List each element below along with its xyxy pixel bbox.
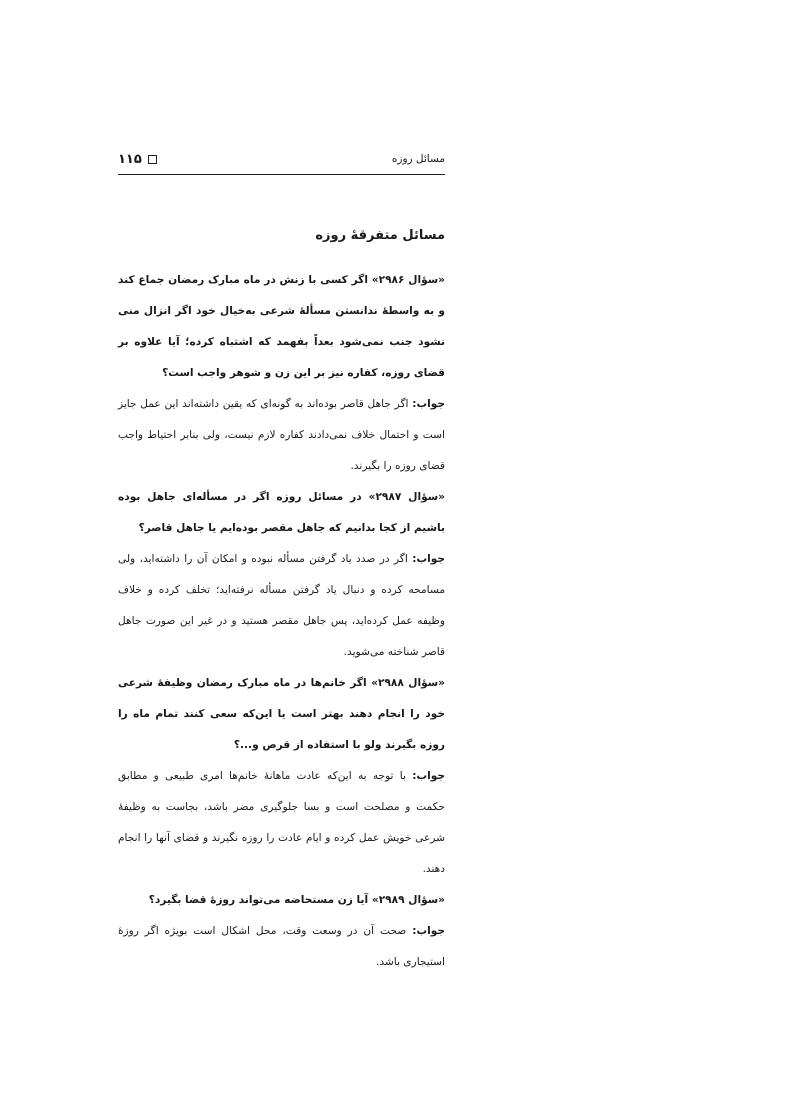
answer-paragraph [118, 389, 445, 482]
page-number: ۱۱۵ [118, 151, 142, 167]
question-text: در مسائل روزه اگر در مسأله‌ای جاهل بوده باشیم از کجا بدانیم که جاهل مقصر بوده‌ایم یا جاهل قاصر؟ [118, 491, 445, 534]
answer-paragraph [118, 916, 445, 978]
question-label: «سؤال ۲۹۸۷» [368, 491, 445, 503]
question-text: اگر کسی با زنش در ماه مبارک رمضان جماع کند و به واسطهٔ ندانستن مسألهٔ شرعی به‌خیال خود اگر انزال منی نشود جنب نمی‌شود بعداً بفهمد که اشتباه کرده؛ آیا علاوه بر قضای روزه، کفاره نیز بر این زن و شوهر واجب است؟ [118, 274, 445, 379]
section-title: مسائل متفرقهٔ روزه [315, 228, 445, 243]
question-paragraph [118, 482, 445, 544]
question-label: «سؤال ۲۹۸۶» [371, 274, 445, 286]
qa-entry [118, 265, 445, 482]
page [118, 148, 445, 978]
page-header [118, 148, 445, 175]
question-text: اگر خانم‌ها در ماه مبارک رمضان وظیفهٔ شرعی خود را انجام دهند بهتر است یا این‌که سعی کنند تمام ماه را روزه بگیرند ولو با استفاده از قرص و...؟ [118, 677, 445, 751]
answer-text: اگر در صدد یاد گرفتن مسأله نبوده و امکان آن را داشته‌اید، ولی مسامحه کرده و دنبال یاد گرفتن مسأله نرفته‌اید؛ تخلف کرده و خلاف وظیفه عمل کرده‌اید، پس جاهل مقصر هستید و در غیر این صورت جاهل قاصر شناخته می‌شوید. [118, 553, 445, 658]
answer-text: با توجه به این‌که عادت ماهانهٔ خانم‌ها امری طبیعی و مطابق حکمت و مصلحت است و بسا جلوگیری مضر باشد، بجاست به وظیفهٔ شرعی خویش عمل کرده و ایام عادت را روزه نگیرند و قضای آنها را انجام دهند. [118, 770, 445, 875]
running-title: مسائل روزه [391, 153, 445, 165]
answer-label: جواب: [412, 398, 445, 410]
square-icon [148, 155, 157, 164]
answer-text: صحت آن در وسعت وقت، محل اشکال است بویژه اگر روزهٔ استیجاری باشد. [118, 925, 445, 968]
answer-text: اگر جاهل قاصر بوده‌اند به گونه‌ای که یقین داشته‌اند این عمل جایز است و احتمال خلاف نمی‌دادند کفاره لازم نیست، ولی بنابر احتیاط واجب قضای روزه را بگیرند. [118, 398, 445, 472]
answer-paragraph [118, 544, 445, 668]
answer-label: جواب: [412, 925, 445, 937]
answer-paragraph [118, 761, 445, 885]
qa-entry [118, 885, 445, 978]
question-paragraph [118, 265, 445, 389]
question-paragraph [118, 885, 445, 916]
question-label: «سؤال ۲۹۸۸» [371, 677, 445, 689]
question-paragraph [118, 668, 445, 761]
answer-label: جواب: [412, 770, 445, 782]
question-label: «سؤال ۲۹۸۹» [371, 894, 445, 906]
qa-entry [118, 668, 445, 885]
page-number-block [118, 152, 157, 167]
answer-label: جواب: [412, 553, 445, 565]
question-text: آیا زن مستحاضه می‌تواند روزهٔ قضا بگیرد؟ [148, 894, 369, 906]
page-content [118, 225, 445, 978]
qa-entry [118, 482, 445, 668]
